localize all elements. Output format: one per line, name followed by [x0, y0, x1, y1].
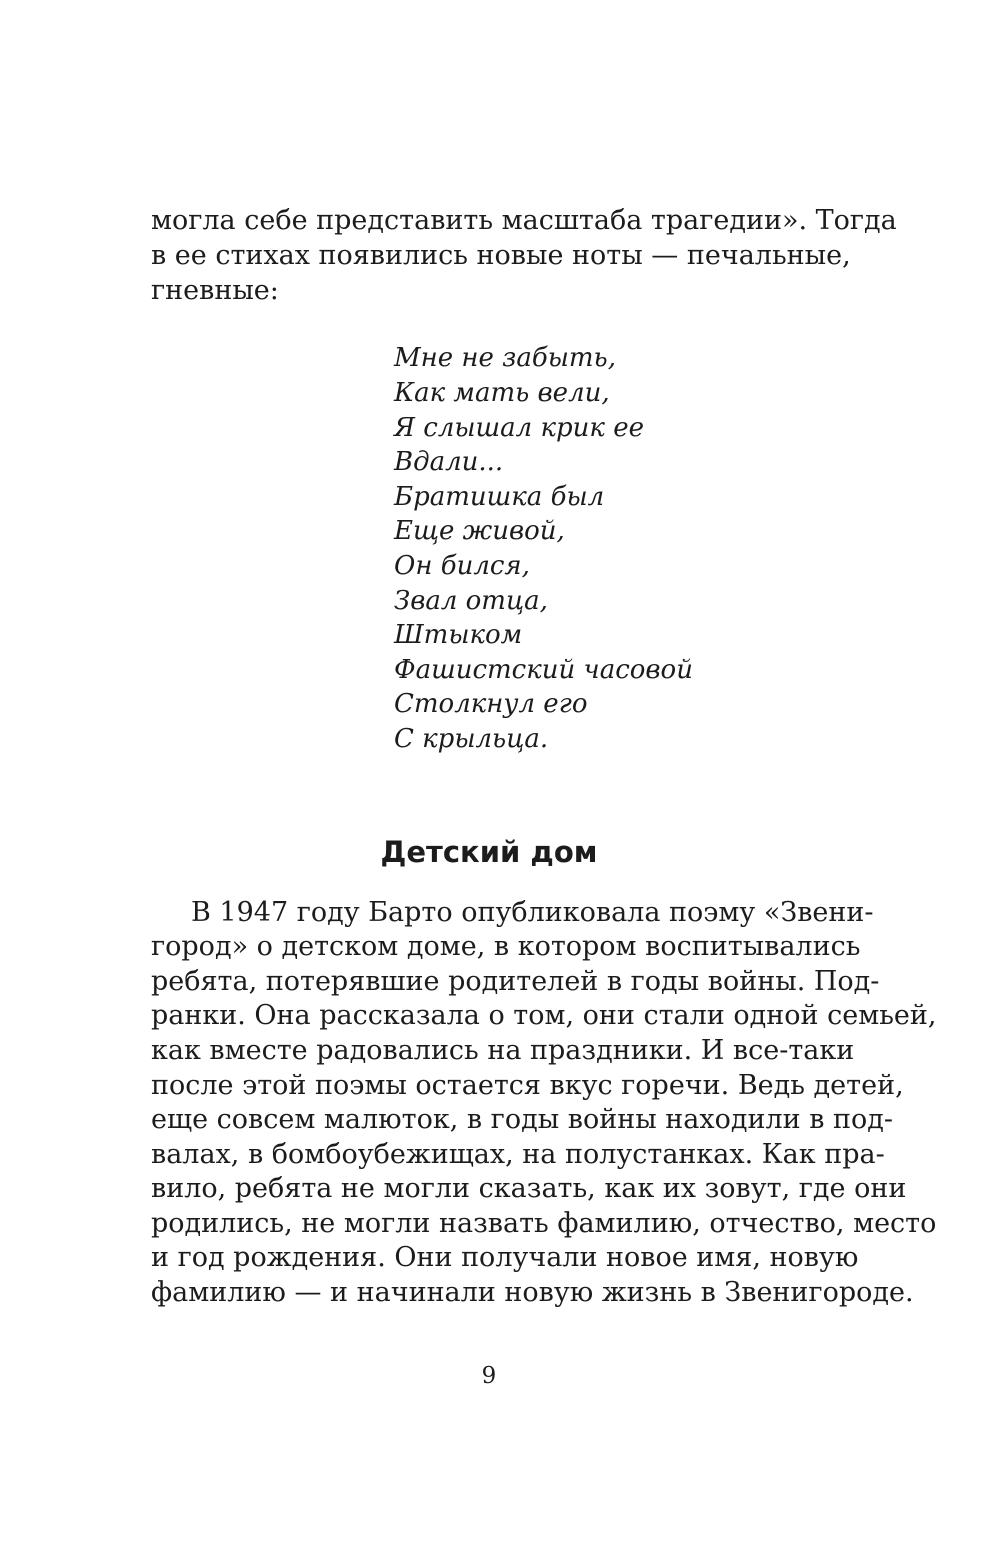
paragraph-line: родились, не могли назвать фамилию, отчество, место	[151, 1208, 937, 1239]
page-number: 9	[481, 1363, 497, 1389]
paragraph-line: фамилию — и начинали новую жизнь в Звенигороде.	[151, 1277, 914, 1308]
intro-line: гневные:	[151, 275, 279, 306]
poem-line: Еще живой,	[394, 516, 565, 546]
paragraph-line: город» о детском доме, в котором воспитывались	[151, 931, 861, 962]
section-heading: Детский дом	[380, 835, 598, 869]
poem-line: Звал отца,	[394, 586, 548, 616]
intro-line: могла себе представить масштаба трагедии». Тогда	[151, 205, 897, 236]
poem-line: Братишка был	[394, 482, 605, 512]
paragraph-line: еще совсем малюток, в годы войны находили в под-	[151, 1104, 893, 1135]
poem-line: Столкнул его	[394, 689, 588, 719]
paragraph-line: вило, ребята не могли сказать, как их зовут, где они	[151, 1173, 907, 1204]
poem-line: С крыльца.	[394, 724, 549, 754]
poem-line: Фашистский часовой	[394, 655, 693, 685]
paragraph-line: валах, в бомбоубежищах, на полустанках. Как пра-	[151, 1139, 885, 1170]
poem-line: Как мать вели,	[394, 378, 610, 408]
paragraph-line: после этой поэмы остается вкус горечи. Ведь детей,	[151, 1070, 904, 1101]
poem-line: Я слышал крик ее	[394, 413, 644, 443]
paragraph-line: ребята, потерявшие родителей в годы войны. Под-	[151, 966, 880, 997]
paragraph-line: В 1947 году Барто опубликовала поэму «Звени-	[191, 897, 874, 928]
poem-line: Вдали...	[394, 447, 504, 477]
intro-line: в ее стихах появились новые ноты — печальные,	[151, 240, 851, 271]
poem-line: Мне не забыть,	[394, 343, 616, 373]
paragraph-line: как вместе радовались на праздники. И все-таки	[151, 1035, 855, 1066]
paragraph-line: и год рождения. Они получали новое имя, новую	[151, 1242, 859, 1273]
poem-line: Он бился,	[394, 551, 530, 581]
poem-line: Штыком	[394, 620, 523, 650]
paragraph-line: ранки. Она рассказала о том, они стали одной семьей,	[151, 1000, 937, 1031]
